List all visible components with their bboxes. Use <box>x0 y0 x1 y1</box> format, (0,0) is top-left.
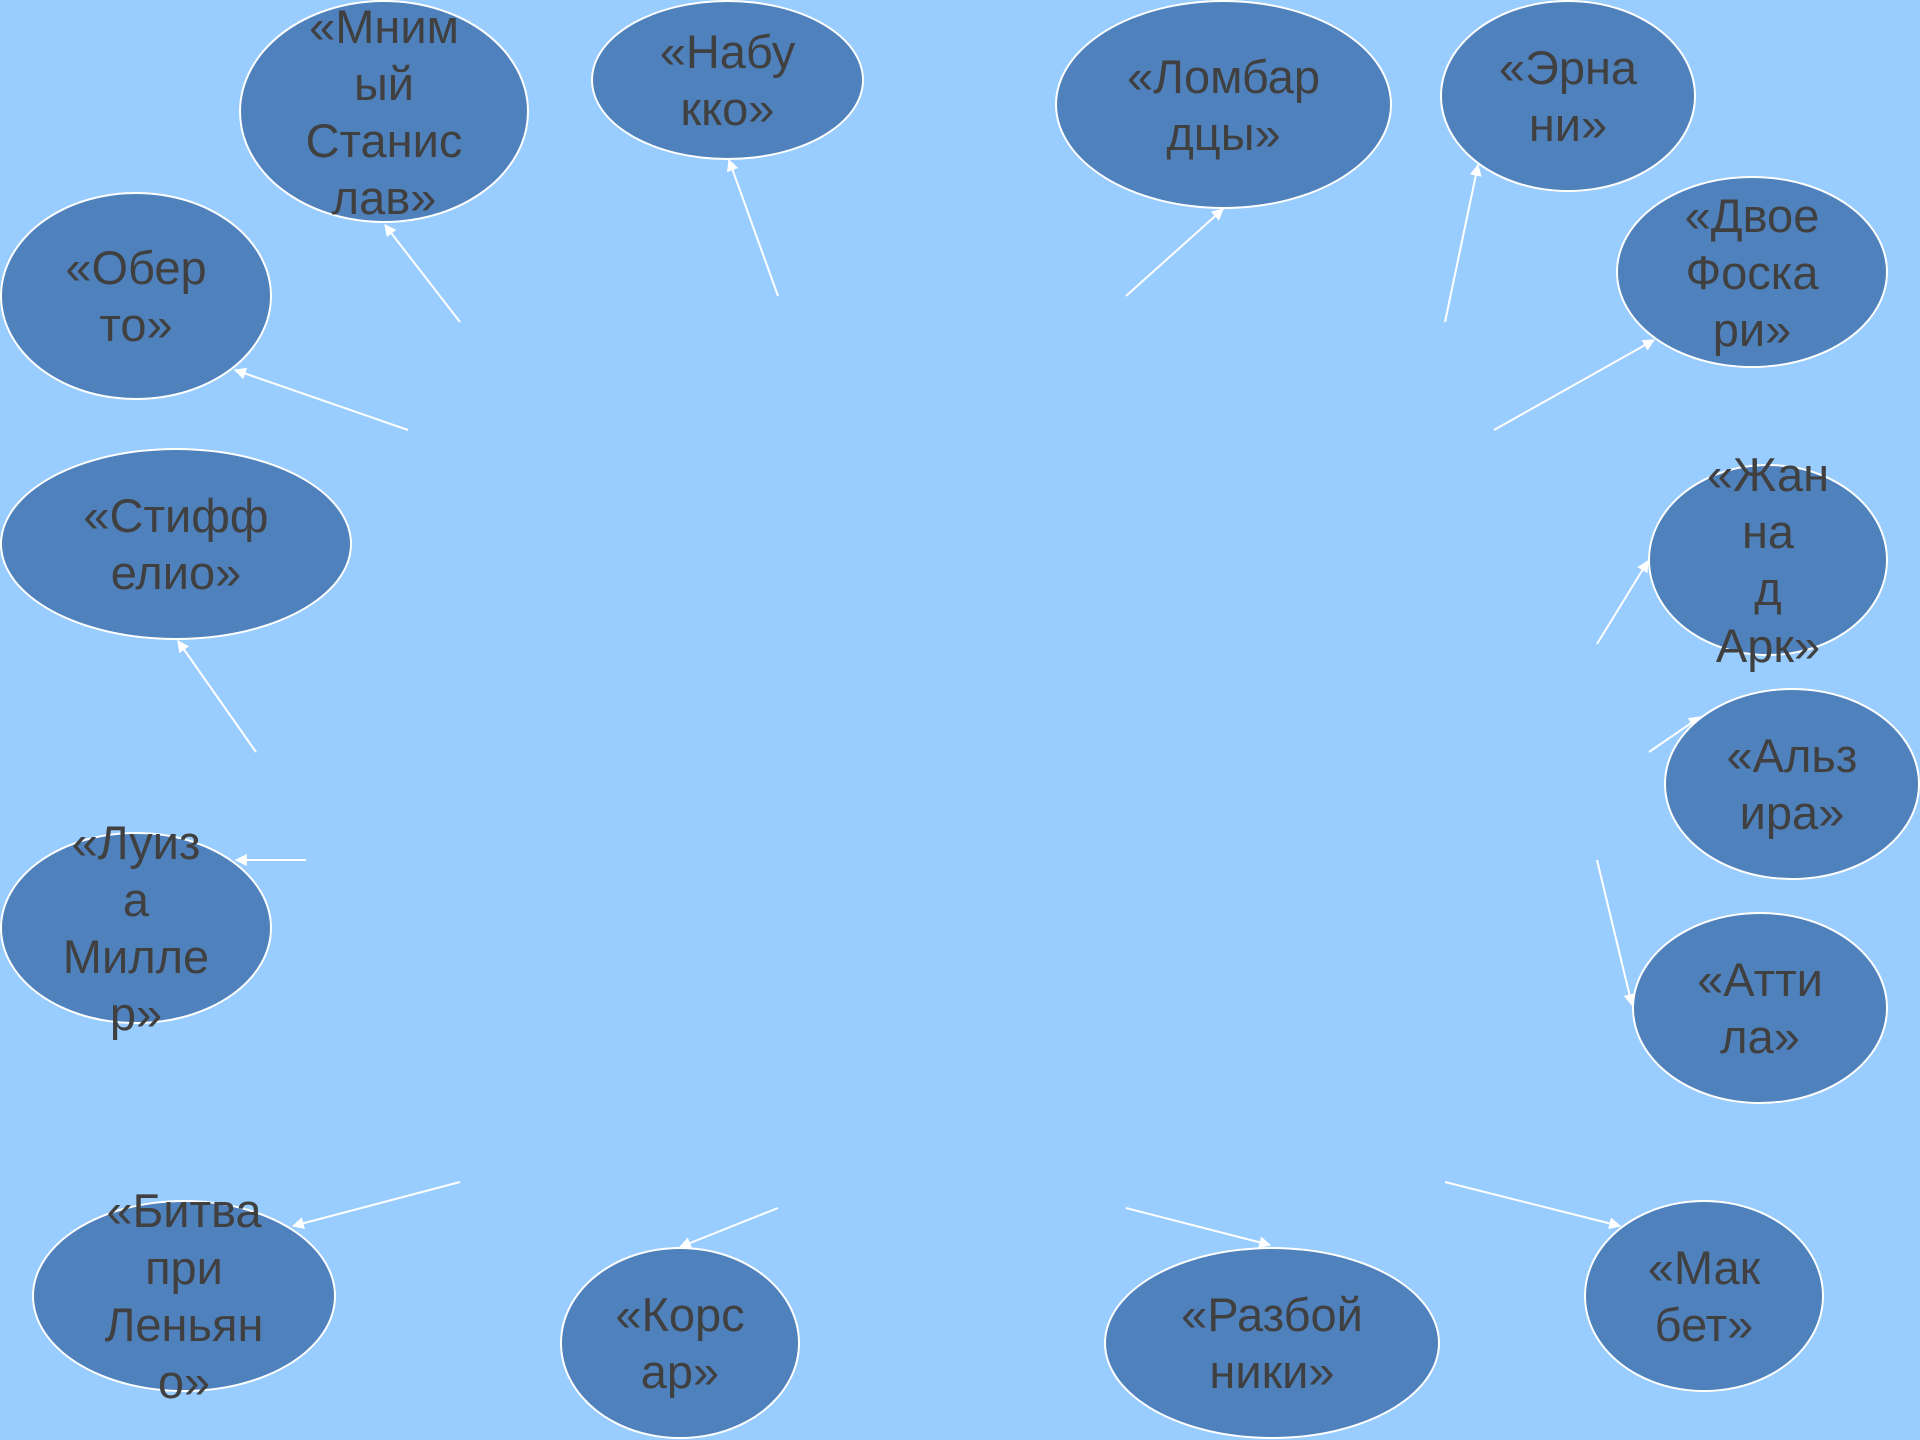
opera-label: «Разбой ники» <box>1181 1288 1363 1398</box>
connector-arrow <box>1597 860 1632 1005</box>
opera-node-stiffelio <box>0 448 352 640</box>
opera-node-luisa <box>0 816 272 1040</box>
opera-node-corsaro <box>560 1247 800 1439</box>
opera-label: «Набу кко» <box>659 25 796 135</box>
opera-node-giovanna <box>1648 448 1888 672</box>
connector-arrow <box>385 225 460 322</box>
opera-label: «Атти ла» <box>1697 953 1823 1063</box>
opera-node-alzira <box>1664 688 1920 880</box>
opera-node-foscari <box>1616 176 1888 368</box>
opera-label: «Мак бет» <box>1647 1241 1761 1351</box>
opera-label: «Стифф елио» <box>83 489 269 599</box>
connector-arrow <box>729 160 778 296</box>
connector-arrow <box>1445 165 1478 322</box>
opera-label: «Ломбар дцы» <box>1126 49 1321 160</box>
opera-label: «Двое Фоска ри» <box>1684 188 1820 356</box>
connector-arrow <box>1597 561 1648 644</box>
opera-node-ernani <box>1440 0 1696 192</box>
opera-node-oberto <box>0 192 272 400</box>
opera-label: «Мним ый Станис лав» <box>305 0 463 224</box>
connector-arrow <box>1494 340 1654 430</box>
connector-arrow <box>235 370 408 430</box>
opera-label: «Жан на д Арк» <box>1706 448 1830 672</box>
opera-node-legnano <box>32 1184 336 1408</box>
opera-node-lombardi <box>1055 0 1392 209</box>
opera-label: «Альз ира» <box>1726 729 1858 839</box>
connector-arrow <box>680 1208 778 1247</box>
connector-arrow <box>1445 1182 1620 1226</box>
opera-label: «Обер то» <box>65 241 207 351</box>
connector-arrow <box>293 1182 460 1226</box>
connector-arrow <box>1126 209 1223 296</box>
opera-label: «Луиз а Милле р» <box>62 816 210 1040</box>
connector-arrow <box>178 641 256 752</box>
opera-node-macbeth <box>1584 1200 1824 1392</box>
opera-label: «Битва при Леньян о» <box>104 1184 264 1408</box>
opera-node-masnadieri <box>1104 1247 1440 1439</box>
opera-node-nabucco <box>591 0 864 160</box>
connector-arrow <box>1126 1208 1270 1245</box>
opera-label: «Эрна ни» <box>1498 41 1638 151</box>
opera-label: «Корс ар» <box>615 1288 745 1398</box>
opera-node-stanislav <box>239 0 529 223</box>
opera-node-attila <box>1632 912 1888 1104</box>
